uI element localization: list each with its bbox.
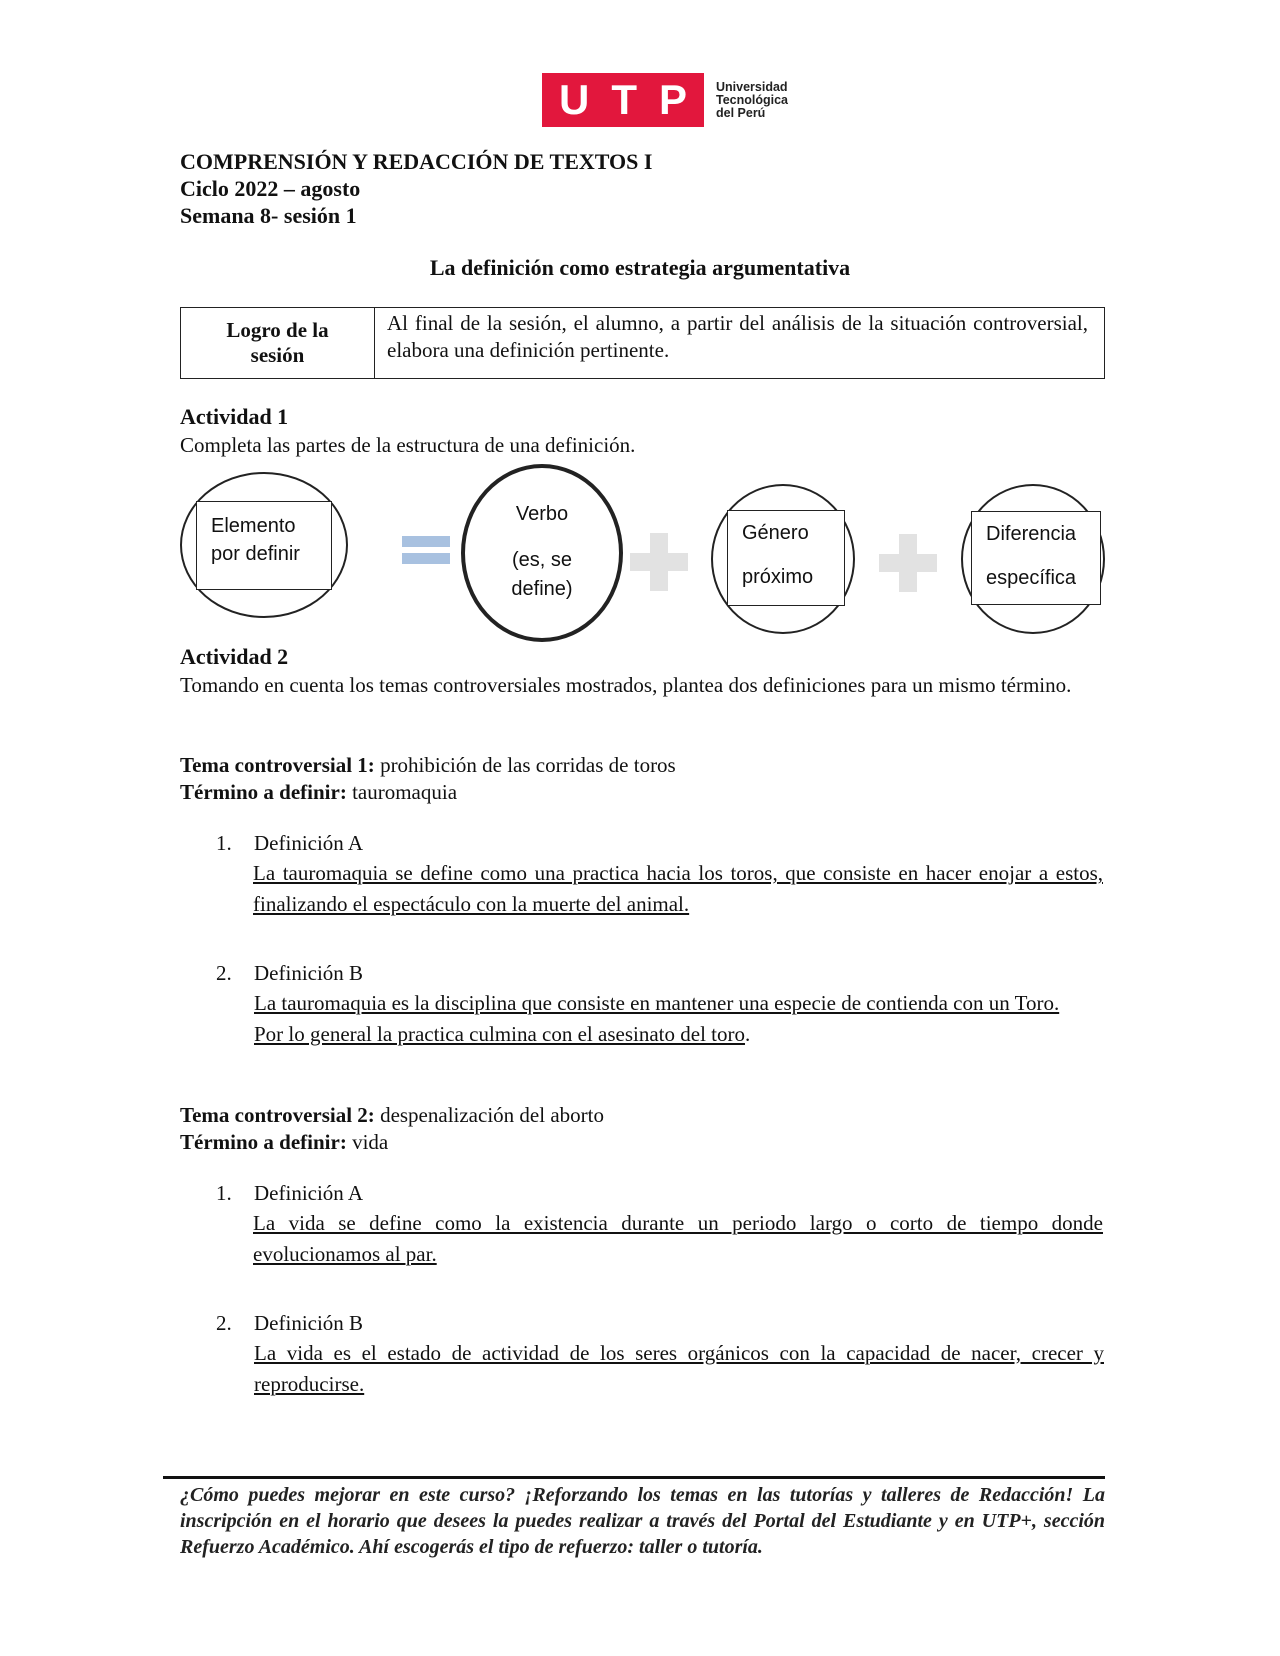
course-cycle: Ciclo 2022 – agosto — [180, 176, 361, 201]
termino-2-label: Término a definir: — [180, 1130, 347, 1154]
tema-1-line — [180, 752, 676, 778]
termino-2-line — [180, 1129, 388, 1155]
logro-text: Al final de la sesión, el alumno, a partir del análisis de la situación controversial, elabora una definición pertinente. — [387, 311, 1088, 362]
footer-divider — [163, 1476, 1105, 1479]
termino-1-value: tauromaquia — [346, 780, 458, 804]
tema-1-label: Tema controversial 1: — [180, 753, 375, 777]
tema-2-def-a-num: 1. — [216, 1181, 232, 1205]
tema-2-def-b-title: Definición B — [254, 1311, 364, 1335]
tema-2-value: despenalización del aborto — [374, 1103, 604, 1127]
difference-box — [971, 511, 1101, 605]
tema-1-def-b-text — [254, 988, 1084, 1050]
actividad-2-instruction: Tomando en cuenta los temas controversiales mostrados, plantea dos definiciones para un mismo término. — [180, 673, 1072, 697]
logo-text — [716, 81, 788, 120]
equals-bar-top — [402, 536, 450, 547]
actividad-2-title: Actividad 2 — [180, 644, 289, 669]
difference-label-line-2: específica — [986, 567, 1077, 589]
tema-2-def-a-heading — [216, 1181, 363, 1206]
logo-letter-p: P — [658, 76, 687, 123]
termino-1-label: Término a definir: — [180, 780, 347, 804]
logo-letter-u: U — [558, 76, 590, 123]
tema-1-def-a-num: 1. — [216, 831, 232, 855]
genus-label-line-1: Género — [742, 522, 809, 544]
tema-1-def-a-answer: La tauromaquia se define como una practica hacia los toros, que consiste en hacer enojar a estos, finalizando el espectáculo con la muerte del animal. — [253, 861, 1103, 916]
logro-label-line-2: sesión — [250, 343, 305, 367]
tema-1-def-b-trail: . — [744, 1022, 751, 1046]
tema-2-label: Tema controversial 2: — [180, 1103, 375, 1127]
tema-2-def-b-answer: La vida es el estado de actividad de los seres orgánicos con la capacidad de nacer, crecer y reproducirse. — [254, 1341, 1104, 1396]
tema-1-def-b-answer: La tauromaquia es la disciplina que consiste en mantener una especie de contienda con un Toro. Por lo general la practica culmina con el asesinato del toro — [254, 991, 1060, 1046]
tema-2-def-a-title: Definición A — [254, 1181, 364, 1205]
plus-icon-2-vertical — [899, 534, 917, 592]
element-label-line-1: Elemento — [211, 515, 296, 537]
utp-logo-block — [542, 73, 704, 127]
logo-letter-t: T — [611, 76, 637, 123]
tema-1-def-b-heading — [216, 961, 363, 986]
tema-2-def-a-answer: La vida se define como la existencia durante un periodo largo o corto de tiempo donde evolucionamos al par. — [253, 1211, 1103, 1266]
logro-label — [181, 308, 375, 378]
utp-logo — [542, 73, 788, 127]
logro-label-line-1: Logro de la — [226, 318, 329, 342]
element-label-line-2: por definir — [211, 543, 300, 565]
genus-box — [727, 510, 845, 606]
tema-1-def-a-heading — [216, 831, 363, 856]
verb-label-line-3: define) — [511, 578, 573, 600]
genus-label-line-2: próximo — [742, 566, 814, 588]
logo-line-1: Universidad — [716, 79, 788, 94]
equals-bar-bottom — [402, 553, 450, 564]
tema-2-def-a-text — [253, 1208, 1103, 1270]
termino-2-value: vida — [346, 1130, 389, 1154]
course-week: Semana 8- sesión 1 — [180, 203, 357, 228]
tema-2-def-b-num: 2. — [216, 1311, 232, 1335]
definition-structure-diagram — [0, 460, 1280, 650]
difference-label-line-1: Diferencia — [986, 523, 1077, 545]
tema-1-def-a-title: Definición A — [254, 831, 364, 855]
tema-2-def-b-heading — [216, 1311, 363, 1336]
tema-1-value: prohibición de las corridas de toros — [374, 753, 676, 777]
element-box — [196, 501, 332, 590]
footer-note: ¿Cómo puedes mejorar en este curso? ¡Reforzando los temas en las tutorías y talleres de Redacción! La inscripción en el horario que desees la puedes realizar a través del Portal del Estudiante y en UTP+, sección Refuerzo Académico. Ahí escogerás el tipo de refuerzo: taller o tutoría. — [180, 1484, 1105, 1558]
tema-2-line — [180, 1102, 604, 1128]
actividad-1-title: Actividad 1 — [180, 404, 289, 429]
tema-2-def-b-text — [254, 1338, 1104, 1400]
tema-1-def-a-text — [253, 858, 1103, 920]
verb-label-line-2: (es, se — [511, 549, 573, 571]
termino-1-line — [180, 779, 457, 805]
tema-1-def-b-title: Definición B — [254, 961, 364, 985]
verb-label-line-1: Verbo — [515, 503, 569, 525]
course-title: COMPRENSIÓN Y REDACCIÓN DE TEXTOS I — [180, 149, 653, 174]
actividad-1-instruction: Completa las partes de la estructura de una definición. — [180, 433, 636, 457]
tema-1-def-b-num: 2. — [216, 961, 232, 985]
logo-line-3: del Perú — [716, 105, 766, 120]
page-title: La definición como estrategia argumentativa — [429, 255, 851, 280]
logo-line-2: Tecnológica — [716, 92, 789, 107]
plus-icon-1-vertical — [650, 533, 668, 591]
document-header — [180, 148, 652, 229]
logro-table — [180, 307, 1105, 379]
